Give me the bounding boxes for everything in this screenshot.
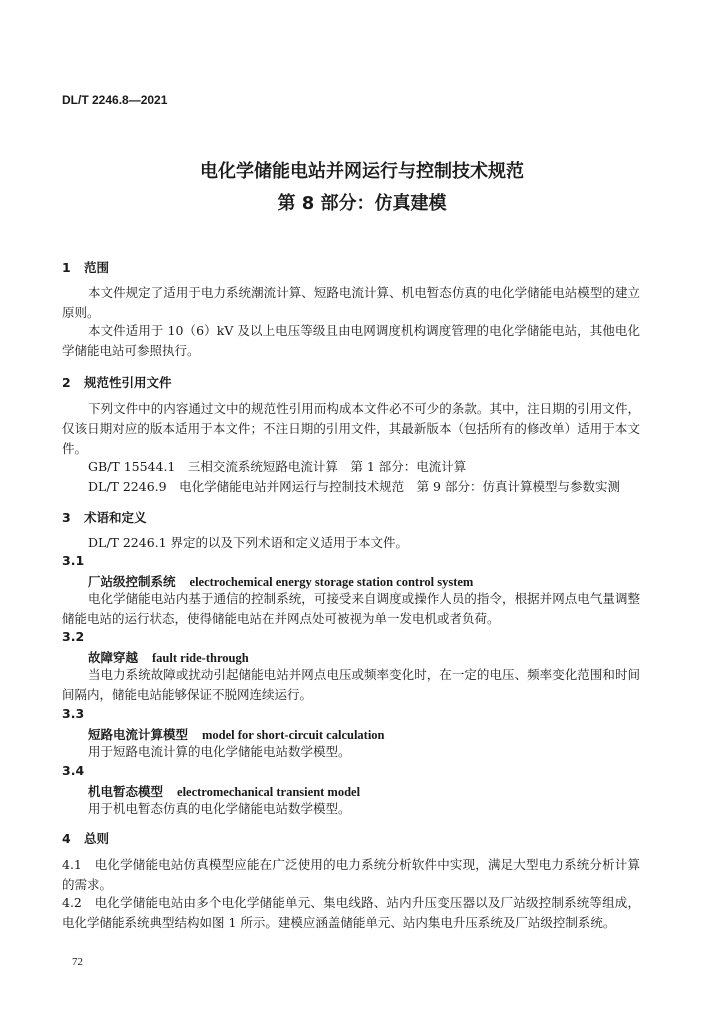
document-code-header: DL/T 2246.8—2021 (62, 93, 168, 107)
section-number: 4 (62, 831, 71, 846)
term-english: electrochemical energy storage station control system (189, 575, 474, 589)
normative-reference-1: GB/T 15544.1 三相交流系统短路电流计算 第 1 部分：电流计算 (88, 459, 467, 474)
term-definition: 用于机电暂态仿真的电化学储能电站数学模型。 (88, 801, 351, 816)
term-english: model for short-circuit calculation (202, 728, 385, 742)
page-number: 72 (72, 956, 83, 968)
section-title: 范围 (84, 260, 110, 275)
term-number: 3.1 (62, 553, 85, 568)
section-heading-4 (62, 829, 109, 847)
section-title: 术语和定义 (84, 510, 147, 525)
section-2-paragraph-1: 下列文件中的内容通过文中的规范性引用而构成本文件必不可少的条款。其中，注日期的引用文件，仅该日期对应的版本适用于本文件；不注日期的引用文件，其最新版本（包括所有的修改单）适用于本文件。 (62, 401, 640, 456)
section-1-paragraph-1: 本文件规定了适用于电力系统潮流计算、短路电流计算、机电暂态仿真的电化学储能电站模型的建立原则。 (62, 285, 640, 320)
normative-reference-2: DL/T 2246.9 电化学储能电站并网运行与控制技术规范 第 9 部分：仿真计算模型与参数实测 (88, 479, 620, 494)
term-chinese: 短路电流计算模型 (88, 727, 189, 742)
term-definition: 用于短路电流计算的电化学储能电站数学模型。 (88, 744, 351, 759)
clause-4-1: 4.1 电化学储能电站仿真模型应能在广泛使用的电力系统分析软件中实现，满足大型电力系统分析计算的需求。 (62, 857, 640, 892)
term-chinese: 机电暂态模型 (88, 784, 164, 799)
term-english: electromechanical transient model (177, 785, 361, 799)
document-title: 电化学储能电站并网运行与控制技术规范 (200, 161, 524, 182)
clause-4-2: 4.2 电化学储能电站由多个电化学储能单元、集电线路、站内升压变压器以及厂站级控制系统等组成，电化学储能系统典型结构如图 1 所示。建模应涵盖储能单元、站内集电升压系统及厂站级控制系统。 (62, 895, 640, 930)
section-heading-3 (62, 508, 147, 526)
term-number: 3.2 (62, 629, 85, 644)
section-title: 规范性引用文件 (84, 375, 172, 390)
term-definition: 当电力系统故障或扰动引起储能电站并网点电压或频率变化时，在一定的电压、频率变化范围和时间间隔内，储能电站能够保证不脱网连续运行。 (62, 667, 640, 702)
term-heading (88, 725, 385, 743)
term-number: 3.3 (62, 706, 85, 721)
term-number: 3.4 (62, 763, 85, 778)
section-title: 总则 (84, 831, 110, 846)
term-heading (88, 572, 473, 590)
term-english: fault ride-through (152, 651, 249, 665)
term-definition: 电化学储能电站内基于通信的控制系统，可接受来自调度或操作人员的指令，根据并网点电气量调整储能电站的运行状态，使得储能电站在并网点处可被视为单一发电机或者负荷。 (62, 591, 640, 626)
term-chinese: 故障穿越 (88, 650, 139, 665)
section-heading-1 (62, 258, 109, 276)
term-heading (88, 648, 249, 666)
section-number: 1 (62, 260, 71, 275)
section-1-paragraph-2: 本文件适用于 10（6）kV 及以上电压等级且由电网调度机构调度管理的电化学储能电站，其他电化学储能电站可参照执行。 (62, 323, 640, 358)
document-subtitle: 第 8 部分：仿真建模 (277, 193, 447, 214)
section-3-intro: DL/T 2246.1 界定的以及下列术语和定义适用于本文件。 (88, 535, 409, 550)
term-heading (88, 782, 360, 800)
section-number: 2 (62, 375, 71, 390)
term-chinese: 厂站级控制系统 (88, 574, 176, 589)
section-heading-2 (62, 373, 172, 391)
section-number: 3 (62, 510, 71, 525)
